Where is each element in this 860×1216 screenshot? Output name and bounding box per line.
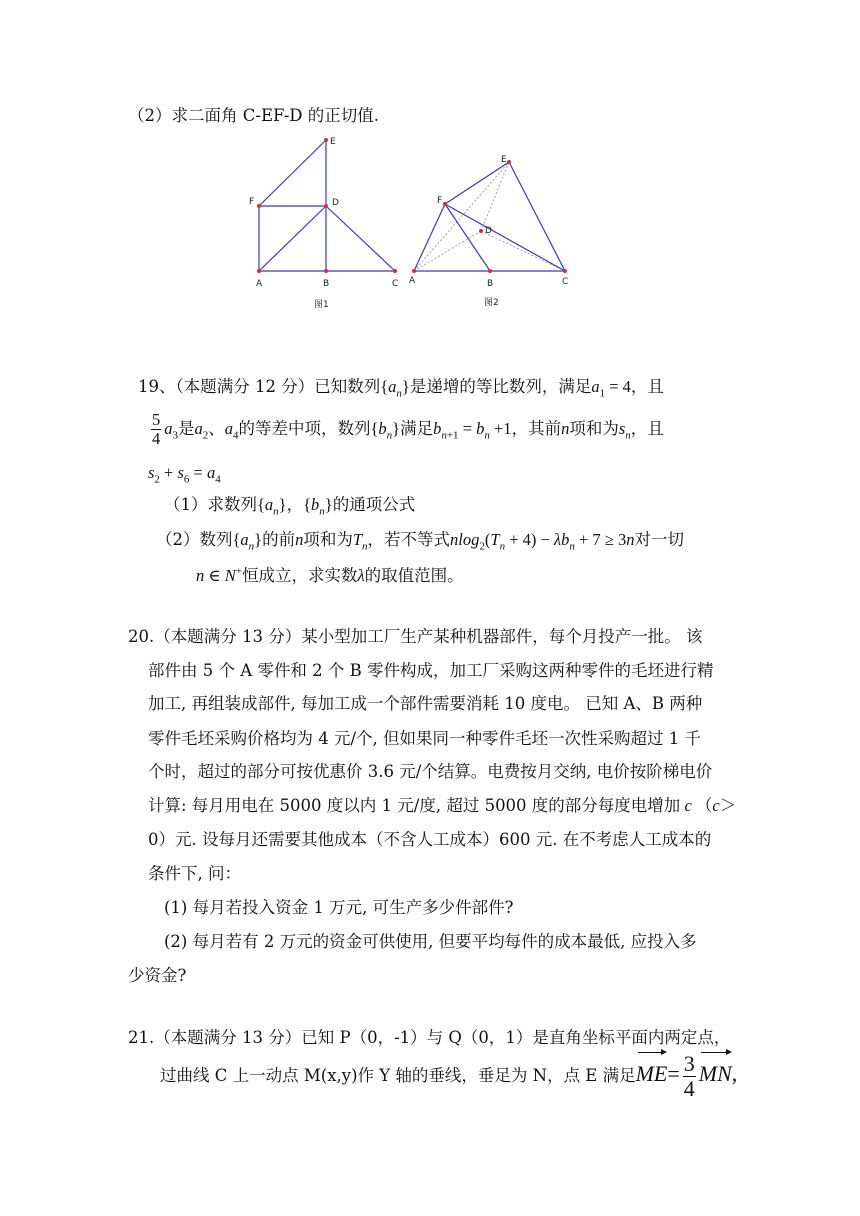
q20-line-8: 条件下, 问：: [148, 864, 241, 883]
fig2-edge-fb: [445, 204, 490, 271]
figure-2: [400, 150, 585, 312]
fig2-dashed-ae: [414, 162, 509, 271]
q19-part2-line-1: （2）数列$\{a_n\}$的前n项和为$T_n$，若不等式$nlog_2(T_n + 4) - \lambda b_n + 7 \ge 3n$对一切: [156, 530, 684, 553]
q20-line-2: 部件由 5 个 A 零件和 2 个 B 零件构成，加工厂采购这两种零件的毛坯进行精: [148, 661, 714, 680]
q19-part1: （1）求数列$\{a_n\}$，$\{b_n\}$的通项公式: [164, 495, 416, 518]
fig1-edge-fe: [259, 140, 326, 206]
fig2-dashed-de: [481, 162, 509, 231]
q19-line-2: $\frac{5}{4}$ $a_3$是$a_2$、$a_4$的等差中项，数列$\{b_n\}$满足$b_{n+1} = b_n +1$，其前n项和为$s_n$，且: [152, 410, 664, 448]
fig1-edge-ad: [259, 206, 326, 271]
q21-line-1: 21.（本题满分 13 分）已知 P（0，-1）与 Q（0，1）是直角坐标平面内两定点，: [128, 1028, 731, 1047]
fig2-point-e: [507, 160, 511, 164]
vector-mn: MN: [699, 1050, 732, 1098]
fig2-edge-fc: [445, 204, 565, 271]
q18-part2: （2）求二面角 C-EF-D 的正切值.: [128, 106, 379, 125]
vector-me: ME: [636, 1050, 668, 1098]
fig1-label-d: D: [332, 198, 339, 208]
fig2-caption: 图2: [484, 298, 499, 308]
q20-line-3: 加工, 再组装成部件, 每加工成一个部件需要消耗 10 度电。 已知 A、B 两种: [148, 694, 703, 713]
fig2-label-a: A: [409, 276, 416, 286]
fig2-point-d: [479, 229, 483, 233]
fig2-edge-fe: [445, 162, 509, 204]
fig1-point-a: [257, 269, 261, 273]
q20-line-1: 20.（本题满分 13 分）某小型加工厂生产某种机器部件，每个月投产一批。 该: [128, 627, 703, 646]
fig2-dashed-dc: [481, 231, 565, 271]
q19-part2-line-2: n ∈ N+恒成立，求实数λ的取值范围。: [196, 565, 464, 585]
q20-part2-line-2: 少资金?: [128, 966, 187, 985]
q21-line-2: 过曲线 C 上一动点 M(x,y)作 Y 轴的垂线，垂足为 N，点 E 满足ME= $\frac{3}{4}$ MN,: [160, 1051, 738, 1101]
fig1-point-b: [324, 269, 328, 273]
q20-line-5: 个时，超过的部分可按优惠价 3.6 元/个结算。电费按月交纳, 电价按阶梯电价: [148, 762, 713, 781]
fig2-label-f: F: [437, 196, 443, 206]
q20-line-4: 零件毛坯采购价格均为 4 元/个, 但如果同一种零件毛坯一次性采购超过 1 千: [148, 729, 702, 748]
fig2-point-a: [412, 269, 416, 273]
fig1-label-b: B: [323, 279, 330, 289]
fig1-caption: 图1: [314, 300, 329, 310]
fig1-point-c: [393, 269, 397, 273]
fig2-point-b: [488, 269, 492, 273]
q20-part1: (1) 每月若投入资金 1 万元, 可生产多少件部件?: [164, 898, 514, 917]
fig2-label-b: B: [487, 279, 494, 289]
fig2-label-e: E: [501, 155, 507, 165]
q19-line-1: 19、（本题满分 12 分）已知数列$\{a_n\}$是递增的等比数列，满足$a_1 = 4$，且: [138, 377, 664, 400]
fig1-point-d: [324, 204, 328, 208]
q20-line-6: 计算: 每月用电在 5000 度以内 1 元/度, 超过 5000 度的部分每度电增加 c （c＞: [148, 796, 737, 815]
q20-part2-line-1: (2) 每月若有 2 万元的资金可供使用, 但要平均每件的成本最低, 应投入多: [164, 932, 697, 951]
q19-line-3: $s_2 + s_6 = a_4$: [148, 463, 221, 486]
fig2-label-c: C: [562, 277, 569, 287]
q20-line-7: 0）元. 设每月还需要其他成本（不含人工成本）600 元. 在不考虑人工成本的: [148, 830, 712, 849]
fig2-label-d: D: [485, 226, 492, 236]
figure-1: [240, 128, 420, 313]
fig1-label-f: F: [249, 197, 255, 207]
fig1-edge-dc: [326, 206, 395, 271]
fig1-point-e: [324, 138, 328, 142]
fig2-point-f: [443, 202, 447, 206]
fig2-dashed-ad: [414, 231, 481, 271]
fig1-point-f: [257, 204, 261, 208]
fig1-label-e: E: [330, 137, 336, 147]
fig1-label-c: C: [392, 279, 399, 289]
fig1-label-a: A: [256, 279, 263, 289]
fig2-edge-af: [414, 204, 445, 271]
fig2-point-c: [563, 269, 567, 273]
fig2-edge-ec: [509, 162, 565, 271]
